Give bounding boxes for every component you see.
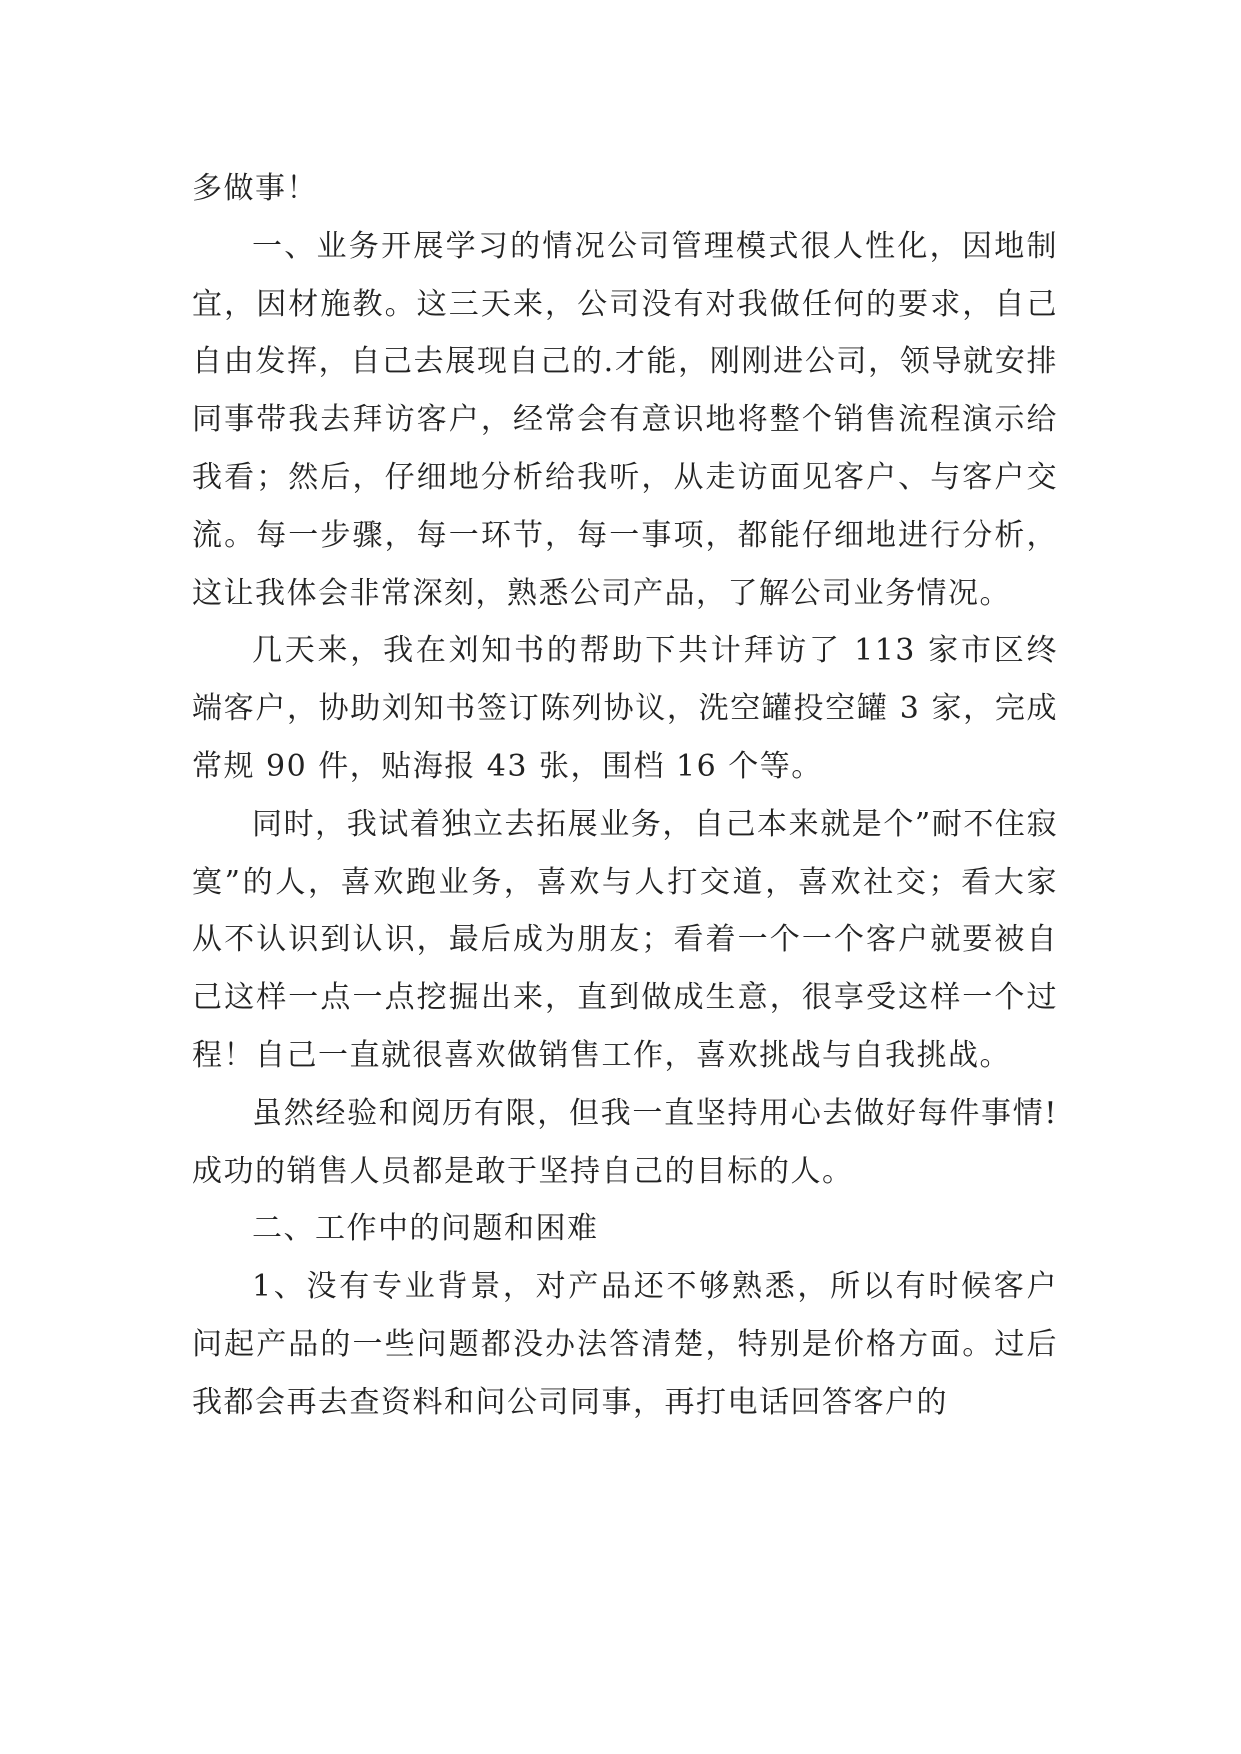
paragraph-visit-stats: 几天来，我在刘知书的帮助下共计拜访了 113 家市区终端客户，协助刘知书签订陈列协议，洗空罐投空罐 3 家，完成常规 90 件，贴海报 43 张，围档 16 个等。 [192, 633, 1058, 784]
paragraph-continuation: 多做事！ [192, 171, 318, 206]
document-body [192, 160, 1058, 1432]
paragraph-problem-1: 1、没有专业背景，对产品还不够熟悉，所以有时候客户问起产品的一些问题都没办法答清楚，特别是价格方面。过后我都会再去查资料和问公司同事，再打电话回答客户的 [192, 1269, 1058, 1420]
paragraph-business-study: 一、业务开展学习的情况公司管理模式很人性化，因地制宜，因材施教。这三天来，公司没有对我做任何的要求，自己自由发挥，自己去展现自己的.才能，刚刚进公司，领导就安排同事带我去拜访客户，经常会有意识地将整个销售流程演示给我看；然后，仔细地分析给我听，从走访面见客户、与客户交流。每一步骤，每一环节，每一事项，都能仔细地进行分析，这让我体会非常深刻，熟悉公司产品，了解公司业务情况。 [192, 228, 1058, 611]
paragraph-persistence: 虽然经验和阅历有限，但我一直坚持用心去做好每件事情!成功的销售人员都是敢于坚持自己的目标的人。 [192, 1095, 1058, 1189]
section-heading-problems: 二、工作中的问题和困难 [252, 1211, 599, 1247]
paragraph-independent-work: 同时，我试着独立去拓展业务，自己本来就是个”耐不住寂寞”的人，喜欢跑业务，喜欢与人打交道，喜欢社交；看大家从不认识到认识，最后成为朋友；看着一个一个客户就要被自己这样一点一点挖掘出来，直到做成生意，很享受这样一个过程！自己一直就很喜欢做销售工作，喜欢挑战与自我挑战。 [192, 806, 1058, 1073]
